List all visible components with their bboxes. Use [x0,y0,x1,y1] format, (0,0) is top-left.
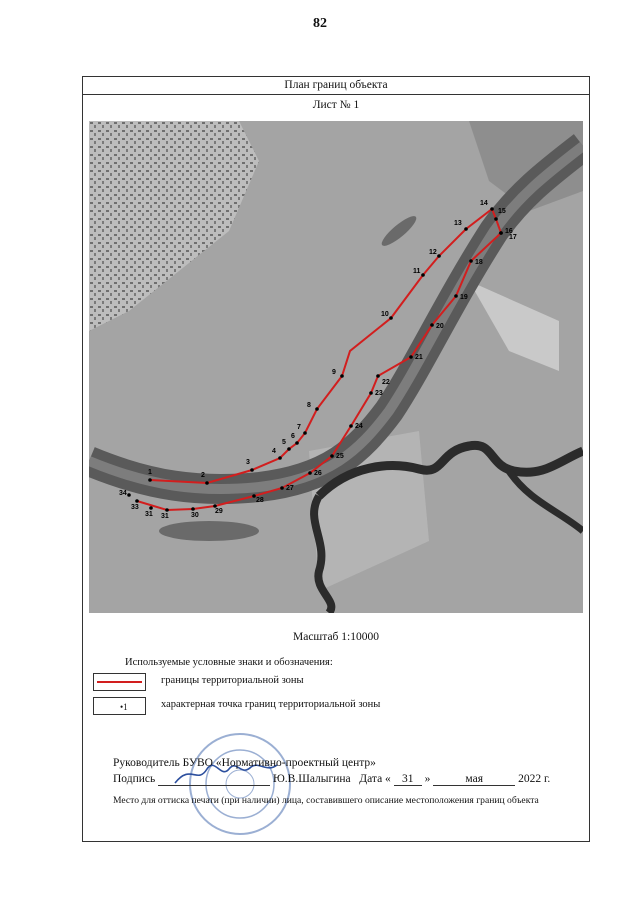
page-number: 82 [313,16,327,31]
boundary-point-label: 21 [415,354,423,361]
map-scale: Масштаб 1:10000 [293,631,379,643]
boundary-point [421,273,425,277]
boundary-point-label: 25 [336,453,344,460]
boundary-point [287,447,291,451]
boundary-point [369,391,373,395]
boundary-point [389,316,393,320]
boundary-point [330,454,334,458]
date-month: мая [433,773,515,786]
boundary-point [469,259,473,263]
boundary-point [191,507,195,511]
boundary-point [315,407,319,411]
boundary-point [340,374,344,378]
boundary-point-label: 31 [161,513,169,520]
boundary-point [149,506,153,510]
point-symbol: •1 [120,702,128,712]
boundary-point-label: 23 [375,390,383,397]
red-line-symbol [97,681,142,683]
boundary-point-label: 33 [131,504,139,511]
map-canvas [89,121,583,613]
signature-blank [158,773,270,786]
boundary-point [499,231,503,235]
aerial-map [89,121,583,613]
boundary-point [409,355,413,359]
boundary-point-label: 31 [145,511,153,518]
boundary-point [430,323,434,327]
legend-symbol-point [93,697,146,715]
boundary-point-label: 4 [272,448,276,455]
page-title: План границ объекта [83,77,589,95]
boundary-point-label: 29 [215,508,223,515]
director-line: Руководитель БУВО «Нормативно-проектный центр» [113,757,376,769]
boundary-point [454,294,458,298]
boundary-point-label: 1 [148,469,152,476]
boundary-point-label: 30 [191,512,199,519]
boundary-point-label: 10 [381,311,389,318]
boundary-point [494,217,498,221]
legend-caption: Используемые условные знаки и обозначения: [125,657,333,668]
boundary-point-label: 11 [413,268,421,275]
sheet-number: Лист № 1 [312,99,360,111]
boundary-point-label: 3 [246,459,250,466]
boundary-point-label: 7 [297,424,301,431]
legend-text-point: характерная точка границ территориальной зоны [161,699,381,710]
boundary-point [278,456,282,460]
boundary-point [295,441,299,445]
boundary-point [308,471,312,475]
date-year: 2022 г. [518,773,551,785]
boundary-point-label: 18 [475,259,483,266]
boundary-point [135,499,139,503]
boundary-point-label: 26 [314,470,322,477]
boundary-point [376,374,380,378]
date-close: » [424,773,431,785]
sign-label: Подпись [113,773,156,785]
forest-strip [159,521,259,541]
boundary-point-label: 13 [454,220,462,227]
boundary-point-label: 34 [119,490,127,497]
stamp-note: Место для оттиска печати (при наличии) лица, составившего описание местоположения границ объекта [113,795,539,806]
boundary-point-label: 2 [201,472,205,479]
boundary-point-label: 12 [429,249,437,256]
legend-symbol-boundary [93,673,146,691]
boundary-point [280,486,284,490]
boundary-point-label: 22 [382,379,390,386]
boundary-point [250,468,254,472]
date-label: Дата « [359,773,391,785]
boundary-point-label: 16 [505,228,513,235]
signature-line [113,773,583,786]
boundary-point [437,254,441,258]
boundary-point [464,227,468,231]
boundary-point [127,493,131,497]
document-frame [82,76,590,842]
boundary-point-label: 15 [498,208,506,215]
legend-text-boundary: границы территориальной зоны [161,675,304,686]
boundary-point-label: 20 [436,323,444,330]
boundary-point-label: 24 [355,423,363,430]
date-day: 31 [394,773,422,786]
boundary-point-label: 8 [307,402,311,409]
boundary-point-label: 6 [291,433,295,440]
boundary-point [148,478,152,482]
boundary-point-label: 9 [332,369,336,376]
signer-name: Ю.В.Шалыгина [272,773,351,785]
boundary-point-label: 17 [509,234,517,241]
boundary-point-label: 19 [460,294,468,301]
boundary-point [205,481,209,485]
boundary-point [303,431,307,435]
boundary-point-label: 14 [480,200,488,207]
boundary-point-label: 27 [286,485,294,492]
boundary-point [349,424,353,428]
boundary-point [490,207,494,211]
boundary-point-label: 28 [256,497,264,504]
boundary-point [165,508,169,512]
boundary-point-label: 5 [282,439,286,446]
